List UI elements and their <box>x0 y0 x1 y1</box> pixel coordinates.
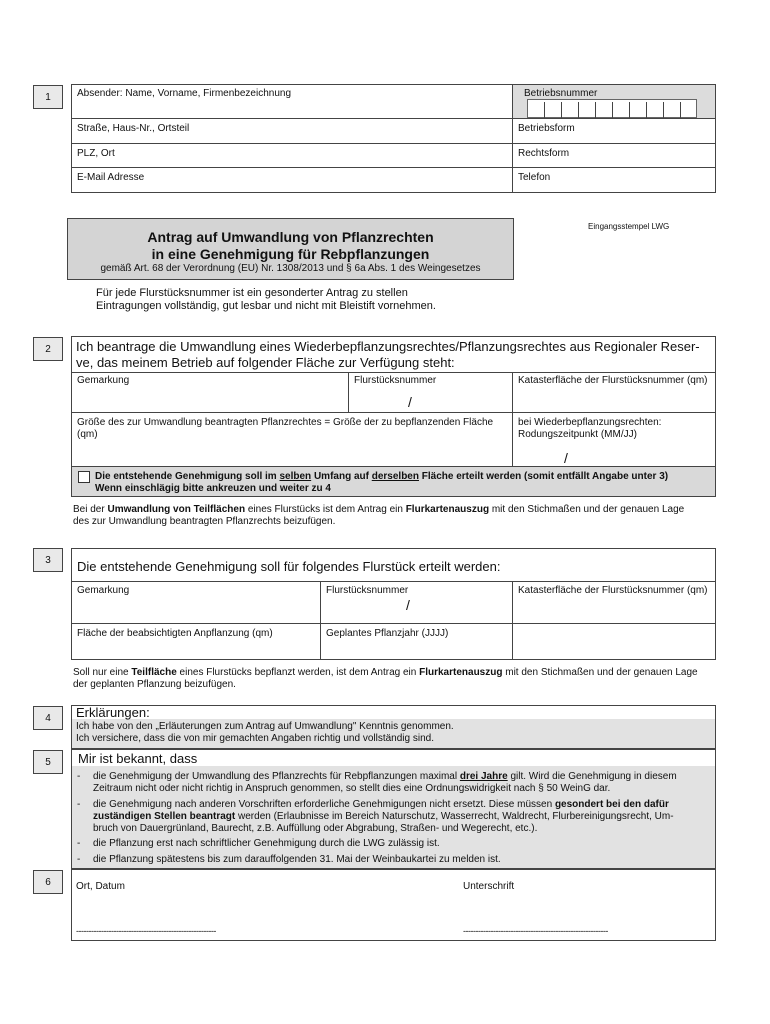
instruction-line2: Eintragungen vollständig, gut lesbar und nicht mit Bleistift vornehmen. <box>96 300 436 312</box>
s2-kataster-label: Katasterfläche der Flurstücksnummer (qm) <box>518 375 708 386</box>
ort-datum-line[interactable]: -------------------------------------------------------- <box>76 926 216 936</box>
s3-gemarkung-label: Gemarkung <box>77 585 130 596</box>
s5-bullet3: die Pflanzung erst nach schriftlicher Genehmigung durch die LWG zulässig ist. <box>93 838 440 849</box>
section-number-2: 2 <box>33 337 63 361</box>
s3-flaeche-label: Fläche der beabsichtigten Anpflanzung (qm) <box>77 628 273 639</box>
zip-city-label: PLZ, Ort <box>77 148 115 159</box>
section-number-1: 1 <box>33 85 63 109</box>
section-number-6: 6 <box>33 870 63 894</box>
s5-bullet4: die Pflanzung spätestens bis zum darauffolgenden 31. Mai der Weinbaukartei zu melden ist. <box>93 854 501 865</box>
sender-label: Absender: Name, Vorname, Firmenbezeichnung <box>77 88 292 99</box>
business-number-label: Betriebsnummer <box>524 88 598 99</box>
s2-checkbox-label: Die entstehende Genehmigung soll im selben Umfang auf derselben Fläche erteilt werden (somit entfällt Angabe unter 3) <box>95 471 669 482</box>
title-subtitle: gemäß Art. 68 der Verordnung (EU) Nr. 1308/2013 und § 6a Abs. 1 des Weingesetzes <box>100 263 481 274</box>
s2-rodung-slash: / <box>564 450 568 466</box>
title-line2: in eine Genehmigung für Rebpflanzungen <box>151 246 430 262</box>
s3-flurstueck-slash: / <box>406 597 410 613</box>
legal-form-label: Rechtsform <box>518 148 570 159</box>
s5-bullet1-line2: Zeitraum nicht oder nicht richtig in Anspruch genommen, so stellt dies eine Ordnungswidrigkeit nach § 50 WeinG dar. <box>93 783 611 794</box>
s2-checkbox[interactable] <box>78 471 90 483</box>
ort-datum-label: Ort, Datum <box>76 881 125 892</box>
business-form-label: Betriebsform <box>518 123 575 134</box>
s5-bullet1-line1: die Genehmigung der Umwandlung des Pflanzrechts für Rebpflanzungen maximal drei Jahre gilt. Wird die Genehmigung in diesem <box>93 771 677 782</box>
street-label: Straße, Haus-Nr., Ortsteil <box>77 123 190 134</box>
s2-flurstueck-label: Flurstücksnummer <box>354 375 437 386</box>
section-2-heading2: ve, das meinem Betrieb auf folgender Fläche zur Verfügung steht: <box>76 355 455 370</box>
phone-label: Telefon <box>518 172 551 183</box>
section-5-heading: Mir ist bekannt, dass <box>78 751 198 766</box>
s2-gemarkung-label: Gemarkung <box>77 375 130 386</box>
s3-flurstueck-label: Flurstücksnummer <box>326 585 409 596</box>
s5-bullet2-line3: bruch von Dauergrünland, Baurecht, z.B. Auffüllung oder Abgrabung, Straßen- und Wegerecht, etc.). <box>93 823 538 834</box>
note1-line1: Bei der Umwandlung von Teilflächen eines Flurstücks ist dem Antrag ein Flurkartenauszug mit den Stichmaßen und der genauen Lage <box>73 504 685 515</box>
instruction-line1: Für jede Flurstücksnummer ist ein gesonderter Antrag zu stellen <box>96 287 408 299</box>
unterschrift-label: Unterschrift <box>463 881 515 892</box>
note1-line2: des zur Umwandlung beantragten Pflanzrechts beizufügen. <box>73 516 336 527</box>
section-2-heading1: Ich beantrage die Umwandlung eines Wiederbepflanzungsrechtes/Pflanzungsrechtes aus Regionaler Reser- <box>76 339 700 354</box>
s2-rodung-label2: Rodungszeitpunkt (MM/JJ) <box>518 429 637 440</box>
section-3-heading: Die entstehende Genehmigung soll für folgendes Flurstück erteilt werden: <box>77 559 501 574</box>
s2-flurstueck-slash: / <box>408 394 412 410</box>
s2-checkbox-note: Wenn einschlägig bitte ankreuzen und weiter zu 4 <box>95 483 331 494</box>
s5-bullet2-line2: zuständigen Stellen beantragt werden (Erlaubnisse im Bereich Naturschutz, Wasserrecht, Waldrecht, Flurbereinigungsrecht, Um- <box>93 811 674 822</box>
section-4-line2: Ich versichere, dass die von mir gemachten Angaben richtig und vollständig sind. <box>76 733 434 744</box>
section-4-line1: Ich habe von den „Erläuterungen zum Antrag auf Umwandlung" Kenntnis genommen. <box>76 721 454 732</box>
section-number-5: 5 <box>33 750 63 774</box>
s3-pflanzjahr-label: Geplantes Pflanzjahr (JJJJ) <box>326 628 449 639</box>
note2-line1: Soll nur eine Teilfläche eines Flurstücks bepflanzt werden, ist dem Antrag ein Flurkartenauszug mit den Stichmaßen und der genauen Lage <box>73 667 698 678</box>
title-line1: Antrag auf Umwandlung von Pflanzrechten <box>147 229 434 245</box>
unterschrift-line[interactable]: ---------------------------------------------------------- <box>463 926 608 936</box>
s2-groesse-label: Größe des zur Umwandlung beantragten Pflanzrechtes = Größe der zu bepflanzenden Fläche (qm) <box>77 417 494 440</box>
stamp-label: Eingangsstempel LWG <box>588 222 670 231</box>
email-label: E-Mail Adresse <box>77 172 145 183</box>
section-number-4: 4 <box>33 706 63 730</box>
section-4-heading: Erklärungen: <box>76 705 150 720</box>
s2-rodung-label1: bei Wiederbepflanzungsrechten: <box>518 417 662 428</box>
section-number-3: 3 <box>33 548 63 572</box>
note2-line2: der geplanten Pflanzung beizufügen. <box>73 679 236 690</box>
s5-bullet2-line1: die Genehmigung nach anderen Vorschriften erforderliche Genehmigungen nicht ersetzt. Diese müssen gesondert bei den dafür <box>93 799 669 810</box>
s3-kataster-label: Katasterfläche der Flurstücksnummer (qm) <box>518 585 708 596</box>
